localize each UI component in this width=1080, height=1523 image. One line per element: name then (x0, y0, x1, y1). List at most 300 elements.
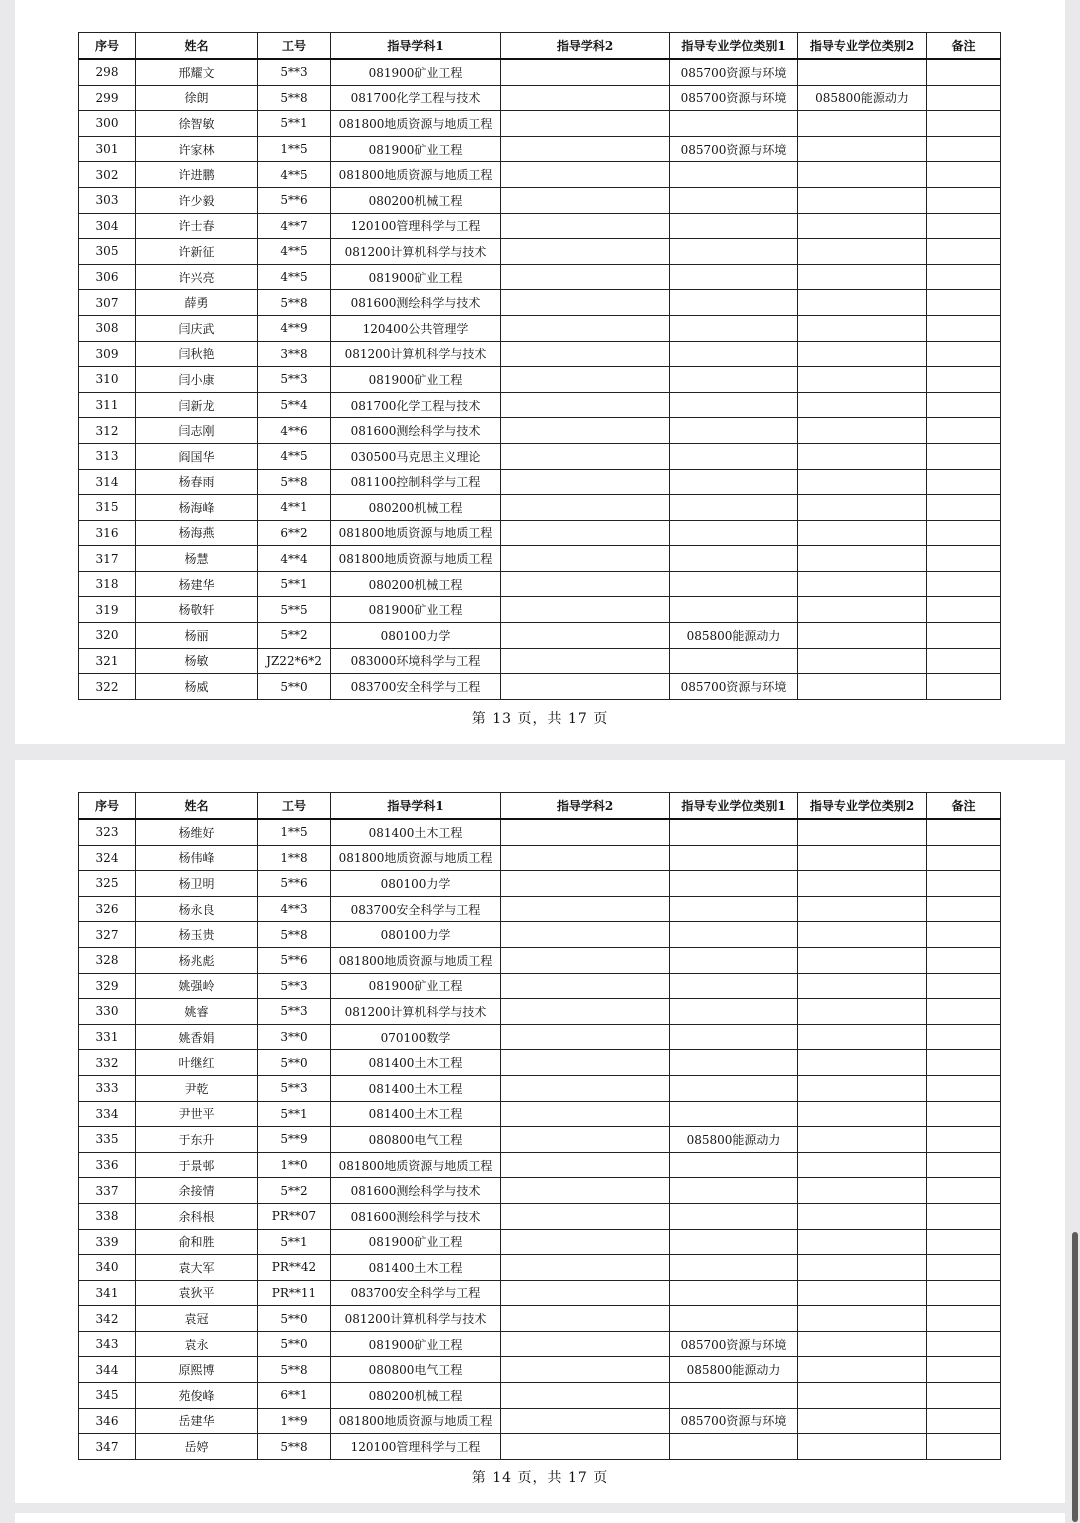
cell-degree-type-2 (798, 290, 927, 316)
cell-staff-id: 5**1 (258, 1229, 331, 1255)
cell-remarks (927, 162, 1001, 188)
cell-degree-type-2 (798, 1306, 927, 1332)
cell-staff-id: 5**6 (258, 187, 331, 213)
cell-index: 327 (79, 922, 136, 948)
column-header-discipline-1: 指导学科1 (331, 793, 501, 820)
cell-staff-id: 5**8 (258, 85, 331, 111)
cell-discipline-2 (501, 213, 670, 239)
cell-degree-type-1 (670, 162, 798, 188)
cell-degree-type-1 (670, 392, 798, 418)
cell-index: 313 (79, 443, 136, 469)
page-footer: 第 14 页，共 17 页 (471, 1470, 609, 1486)
cell-remarks (927, 1331, 1001, 1357)
table-row (79, 418, 1001, 444)
cell-discipline-2 (501, 1178, 670, 1204)
cell-degree-type-2 (798, 1075, 927, 1101)
cell-discipline-1: 081800地质资源与地质工程 (331, 546, 501, 572)
table-row (79, 162, 1001, 188)
cell-name: 闫志刚 (136, 418, 258, 444)
cell-remarks (927, 392, 1001, 418)
cell-remarks (927, 315, 1001, 341)
cell-discipline-1: 081400土木工程 (331, 1050, 501, 1076)
cell-remarks (927, 367, 1001, 393)
cell-discipline-1: 081900矿业工程 (331, 264, 501, 290)
cell-name: 姚香娟 (136, 1024, 258, 1050)
cell-remarks (927, 341, 1001, 367)
cell-degree-type-1 (670, 315, 798, 341)
cell-index: 315 (79, 495, 136, 521)
cell-degree-type-2 (798, 571, 927, 597)
cell-remarks (927, 1383, 1001, 1409)
cell-degree-type-2 (798, 392, 927, 418)
cell-index: 325 (79, 871, 136, 897)
cell-staff-id: 5**1 (258, 1101, 331, 1127)
cell-remarks (927, 1178, 1001, 1204)
cell-remarks (927, 819, 1001, 845)
table-row (79, 999, 1001, 1025)
column-header-remarks: 备注 (927, 33, 1001, 60)
column-header-discipline-2: 指导学科2 (501, 33, 670, 60)
cell-discipline-2 (501, 1024, 670, 1050)
cell-name: 徐朗 (136, 85, 258, 111)
cell-staff-id: 5**3 (258, 973, 331, 999)
cell-degree-type-1 (670, 520, 798, 546)
cell-degree-type-2 (798, 111, 927, 137)
cell-degree-type-1 (670, 1280, 798, 1306)
table-row (79, 648, 1001, 674)
cell-remarks (927, 546, 1001, 572)
cell-discipline-2 (501, 162, 670, 188)
cell-index: 334 (79, 1101, 136, 1127)
cell-discipline-1: 080100力学 (331, 871, 501, 897)
column-header-remarks: 备注 (927, 793, 1001, 820)
table-row (79, 845, 1001, 871)
cell-discipline-2 (501, 1255, 670, 1281)
cell-index: 310 (79, 367, 136, 393)
cell-name: 余科根 (136, 1203, 258, 1229)
cell-degree-type-2 (798, 922, 927, 948)
cell-name: 余接情 (136, 1178, 258, 1204)
cell-index: 335 (79, 1127, 136, 1153)
cell-name: 阎国华 (136, 443, 258, 469)
cell-discipline-1: 081900矿业工程 (331, 1331, 501, 1357)
cell-index: 323 (79, 819, 136, 845)
column-header-discipline-1: 指导学科1 (331, 33, 501, 60)
cell-name: 许进鹏 (136, 162, 258, 188)
cell-discipline-1: 081800地质资源与地质工程 (331, 1408, 501, 1434)
cell-discipline-1: 081800地质资源与地质工程 (331, 1152, 501, 1178)
cell-degree-type-2 (798, 1280, 927, 1306)
cell-degree-type-1 (670, 290, 798, 316)
cell-discipline-1: 080200机械工程 (331, 187, 501, 213)
cell-degree-type-2 (798, 315, 927, 341)
cell-remarks (927, 845, 1001, 871)
cell-staff-id: 3**0 (258, 1024, 331, 1050)
cell-index: 317 (79, 546, 136, 572)
cell-index: 343 (79, 1331, 136, 1357)
cell-discipline-2 (501, 1050, 670, 1076)
table-row (79, 520, 1001, 546)
cell-discipline-2 (501, 315, 670, 341)
cell-name: 尹世平 (136, 1101, 258, 1127)
cell-discipline-1: 081400土木工程 (331, 1255, 501, 1281)
cell-discipline-1: 081400土木工程 (331, 1075, 501, 1101)
cell-discipline-1: 081200计算机科学与技术 (331, 341, 501, 367)
cell-degree-type-1 (670, 264, 798, 290)
cell-degree-type-2 (798, 1127, 927, 1153)
cell-index: 316 (79, 520, 136, 546)
cell-remarks (927, 495, 1001, 521)
cell-index: 328 (79, 947, 136, 973)
cell-name: 许新征 (136, 239, 258, 265)
cell-degree-type-1 (670, 187, 798, 213)
cell-name: 许少毅 (136, 187, 258, 213)
table-row (79, 1434, 1001, 1460)
cell-degree-type-2 (798, 264, 927, 290)
table-row (79, 922, 1001, 948)
cell-remarks (927, 59, 1001, 85)
cell-name: 杨慧 (136, 546, 258, 572)
cell-degree-type-1 (670, 443, 798, 469)
cell-degree-type-1: 085700资源与环境 (670, 136, 798, 162)
cell-staff-id: 5**9 (258, 1127, 331, 1153)
cell-discipline-2 (501, 973, 670, 999)
table-row (79, 315, 1001, 341)
cell-discipline-1: 080800电气工程 (331, 1357, 501, 1383)
cell-name: 杨永良 (136, 896, 258, 922)
cell-degree-type-2 (798, 187, 927, 213)
cell-degree-type-2 (798, 648, 927, 674)
cell-discipline-1: 081900矿业工程 (331, 367, 501, 393)
cell-discipline-2 (501, 495, 670, 521)
cell-discipline-1: 081800地质资源与地质工程 (331, 520, 501, 546)
cell-discipline-1: 081600测绘科学与技术 (331, 290, 501, 316)
table-row (79, 1280, 1001, 1306)
cell-remarks (927, 896, 1001, 922)
scrollbar-thumb[interactable] (1072, 1232, 1078, 1522)
cell-name: 杨丽 (136, 623, 258, 649)
cell-remarks (927, 443, 1001, 469)
cell-degree-type-1: 085700资源与环境 (670, 59, 798, 85)
cell-discipline-2 (501, 871, 670, 897)
cell-degree-type-2 (798, 999, 927, 1025)
cell-degree-type-2 (798, 674, 927, 700)
cell-staff-id: 5**0 (258, 1050, 331, 1076)
cell-discipline-2 (501, 136, 670, 162)
cell-name: 闫小康 (136, 367, 258, 393)
table-row (79, 597, 1001, 623)
cell-name: 许家林 (136, 136, 258, 162)
cell-index: 302 (79, 162, 136, 188)
cell-staff-id: 5**6 (258, 947, 331, 973)
cell-discipline-2 (501, 1331, 670, 1357)
cell-staff-id: 4**5 (258, 443, 331, 469)
cell-discipline-2 (501, 1127, 670, 1153)
cell-remarks (927, 1152, 1001, 1178)
column-header-index: 序号 (79, 793, 136, 820)
cell-index: 321 (79, 648, 136, 674)
cell-discipline-2 (501, 367, 670, 393)
cell-degree-type-1 (670, 571, 798, 597)
table-row (79, 1408, 1001, 1434)
cell-degree-type-1 (670, 1229, 798, 1255)
cell-discipline-1: 081100控制科学与工程 (331, 469, 501, 495)
cell-remarks (927, 418, 1001, 444)
cell-degree-type-1 (670, 1101, 798, 1127)
cell-degree-type-1 (670, 1306, 798, 1332)
cell-degree-type-1: 085700资源与环境 (670, 1408, 798, 1434)
cell-degree-type-1: 085800能源动力 (670, 1127, 798, 1153)
cell-discipline-2 (501, 187, 670, 213)
cell-remarks (927, 85, 1001, 111)
cell-degree-type-1 (670, 819, 798, 845)
cell-remarks (927, 1357, 1001, 1383)
cell-name: 袁狄平 (136, 1280, 258, 1306)
cell-name: 薛勇 (136, 290, 258, 316)
cell-name: 岳婷 (136, 1434, 258, 1460)
cell-remarks (927, 1101, 1001, 1127)
table-row (79, 213, 1001, 239)
cell-degree-type-2 (798, 896, 927, 922)
cell-index: 307 (79, 290, 136, 316)
cell-discipline-2 (501, 999, 670, 1025)
cell-staff-id: 5**8 (258, 1434, 331, 1460)
cell-discipline-2 (501, 264, 670, 290)
cell-degree-type-1 (670, 922, 798, 948)
cell-remarks (927, 520, 1001, 546)
column-header-staff-id: 工号 (258, 33, 331, 60)
cell-discipline-2 (501, 648, 670, 674)
cell-staff-id: 5**8 (258, 1357, 331, 1383)
table-row (79, 59, 1001, 85)
cell-staff-id: JZ22*6*2 (258, 648, 331, 674)
cell-degree-type-2 (798, 1255, 927, 1281)
cell-degree-type-2: 085800能源动力 (798, 85, 927, 111)
table-row (79, 1152, 1001, 1178)
cell-staff-id: 4**3 (258, 896, 331, 922)
cell-remarks (927, 1075, 1001, 1101)
column-header-degree-type-1: 指导专业学位类别1 (670, 33, 798, 60)
cell-discipline-1: 081400土木工程 (331, 819, 501, 845)
cell-index: 341 (79, 1280, 136, 1306)
cell-degree-type-2 (798, 469, 927, 495)
cell-staff-id: 5**4 (258, 392, 331, 418)
cell-name: 闫庆武 (136, 315, 258, 341)
column-header-discipline-2: 指导学科2 (501, 793, 670, 820)
cell-degree-type-2 (798, 1229, 927, 1255)
table-row (79, 571, 1001, 597)
cell-degree-type-1 (670, 871, 798, 897)
cell-staff-id: 4**1 (258, 495, 331, 521)
cell-name: 杨建华 (136, 571, 258, 597)
document-page (15, 0, 1065, 744)
cell-name: 杨兆彪 (136, 947, 258, 973)
cell-remarks (927, 922, 1001, 948)
table-header-row (79, 793, 1001, 820)
table-row (79, 871, 1001, 897)
cell-discipline-1: 080100力学 (331, 922, 501, 948)
cell-staff-id: 5**1 (258, 571, 331, 597)
table-row (79, 239, 1001, 265)
cell-discipline-1: 081800地质资源与地质工程 (331, 111, 501, 137)
cell-name: 杨海峰 (136, 495, 258, 521)
column-header-degree-type-2: 指导专业学位类别2 (798, 33, 927, 60)
cell-degree-type-2 (798, 1383, 927, 1409)
cell-staff-id: 4**6 (258, 418, 331, 444)
cell-discipline-2 (501, 1383, 670, 1409)
cell-staff-id: 4**4 (258, 546, 331, 572)
column-header-degree-type-1: 指导专业学位类别1 (670, 793, 798, 820)
cell-discipline-2 (501, 59, 670, 85)
cell-index: 338 (79, 1203, 136, 1229)
cell-index: 347 (79, 1434, 136, 1460)
cell-discipline-1: 080200机械工程 (331, 1383, 501, 1409)
cell-name: 许兴亮 (136, 264, 258, 290)
cell-degree-type-1 (670, 1075, 798, 1101)
cell-remarks (927, 1255, 1001, 1281)
cell-name: 杨卫明 (136, 871, 258, 897)
cell-degree-type-2 (798, 1024, 927, 1050)
cell-staff-id: 5**6 (258, 871, 331, 897)
cell-remarks (927, 1306, 1001, 1332)
cell-degree-type-1: 085800能源动力 (670, 623, 798, 649)
cell-index: 303 (79, 187, 136, 213)
cell-degree-type-2 (798, 1050, 927, 1076)
table-row (79, 623, 1001, 649)
cell-degree-type-1 (670, 1050, 798, 1076)
cell-discipline-2 (501, 1434, 670, 1460)
cell-discipline-2 (501, 1229, 670, 1255)
cell-degree-type-2 (798, 947, 927, 973)
cell-discipline-2 (501, 597, 670, 623)
cell-name: 岳建华 (136, 1408, 258, 1434)
cell-staff-id: 5**2 (258, 623, 331, 649)
cell-discipline-1: 081200计算机科学与技术 (331, 1306, 501, 1332)
cell-staff-id: 5**3 (258, 999, 331, 1025)
cell-degree-type-2 (798, 871, 927, 897)
cell-discipline-2 (501, 819, 670, 845)
cell-staff-id: 5**3 (258, 59, 331, 85)
cell-discipline-1: 081600测绘科学与技术 (331, 418, 501, 444)
cell-staff-id: 1**9 (258, 1408, 331, 1434)
table-row (79, 85, 1001, 111)
cell-degree-type-1: 085800能源动力 (670, 1357, 798, 1383)
table-row (79, 443, 1001, 469)
cell-discipline-1: 120100管理科学与工程 (331, 213, 501, 239)
cell-staff-id: 1**0 (258, 1152, 331, 1178)
cell-index: 337 (79, 1178, 136, 1204)
cell-remarks (927, 136, 1001, 162)
cell-name: 杨威 (136, 674, 258, 700)
cell-index: 298 (79, 59, 136, 85)
cell-degree-type-2 (798, 597, 927, 623)
cell-degree-type-1 (670, 1203, 798, 1229)
cell-name: 姚强岭 (136, 973, 258, 999)
cell-discipline-2 (501, 290, 670, 316)
cell-degree-type-1 (670, 546, 798, 572)
cell-discipline-1: 083700安全科学与工程 (331, 896, 501, 922)
next-page-edge (15, 1513, 1065, 1523)
cell-degree-type-2 (798, 367, 927, 393)
cell-discipline-1: 081800地质资源与地质工程 (331, 162, 501, 188)
cell-remarks (927, 213, 1001, 239)
table-row (79, 1203, 1001, 1229)
cell-discipline-2 (501, 1152, 670, 1178)
cell-staff-id: 4**5 (258, 264, 331, 290)
table-body (79, 819, 1001, 1459)
cell-discipline-2 (501, 469, 670, 495)
cell-degree-type-2 (798, 213, 927, 239)
cell-degree-type-1 (670, 213, 798, 239)
cell-discipline-1: 081400土木工程 (331, 1101, 501, 1127)
cell-index: 301 (79, 136, 136, 162)
cell-degree-type-2 (798, 1357, 927, 1383)
cell-discipline-2 (501, 520, 670, 546)
table-row (79, 290, 1001, 316)
table-header-row (79, 33, 1001, 60)
cell-index: 340 (79, 1255, 136, 1281)
cell-discipline-1: 120100管理科学与工程 (331, 1434, 501, 1460)
cell-index: 344 (79, 1357, 136, 1383)
cell-staff-id: 5**2 (258, 1178, 331, 1204)
cell-degree-type-1 (670, 1178, 798, 1204)
column-header-degree-type-2: 指导专业学位类别2 (798, 793, 927, 820)
cell-discipline-1: 081900矿业工程 (331, 59, 501, 85)
cell-remarks (927, 1408, 1001, 1434)
cell-remarks (927, 1229, 1001, 1255)
cell-degree-type-1 (670, 1152, 798, 1178)
cell-name: 杨维好 (136, 819, 258, 845)
cell-name: 于东升 (136, 1127, 258, 1153)
cell-discipline-1: 081700化学工程与技术 (331, 392, 501, 418)
cell-staff-id: 5**3 (258, 1075, 331, 1101)
cell-degree-type-2 (798, 520, 927, 546)
cell-remarks (927, 674, 1001, 700)
cell-index: 339 (79, 1229, 136, 1255)
table-row (79, 264, 1001, 290)
cell-discipline-2 (501, 947, 670, 973)
cell-discipline-1: 080200机械工程 (331, 571, 501, 597)
cell-name: 徐智敏 (136, 111, 258, 137)
cell-remarks (927, 571, 1001, 597)
cell-index: 309 (79, 341, 136, 367)
cell-discipline-1: 120400公共管理学 (331, 315, 501, 341)
cell-staff-id: 5**3 (258, 367, 331, 393)
cell-index: 300 (79, 111, 136, 137)
cell-degree-type-2 (798, 1434, 927, 1460)
cell-degree-type-1 (670, 367, 798, 393)
cell-degree-type-1 (670, 947, 798, 973)
cell-degree-type-1 (670, 896, 798, 922)
cell-degree-type-1 (670, 341, 798, 367)
cell-discipline-1: 070100数学 (331, 1024, 501, 1050)
cell-discipline-2 (501, 1280, 670, 1306)
cell-remarks (927, 1280, 1001, 1306)
table-row (79, 973, 1001, 999)
cell-degree-type-2 (798, 162, 927, 188)
cell-degree-type-2 (798, 495, 927, 521)
cell-discipline-1: 030500马克思主义理论 (331, 443, 501, 469)
cell-degree-type-2 (798, 623, 927, 649)
table-row (79, 1024, 1001, 1050)
cell-remarks (927, 973, 1001, 999)
cell-staff-id: 4**7 (258, 213, 331, 239)
cell-staff-id: 6**2 (258, 520, 331, 546)
cell-discipline-1: 081200计算机科学与技术 (331, 999, 501, 1025)
cell-name: 袁永 (136, 1331, 258, 1357)
cell-discipline-1: 081900矿业工程 (331, 973, 501, 999)
cell-index: 326 (79, 896, 136, 922)
